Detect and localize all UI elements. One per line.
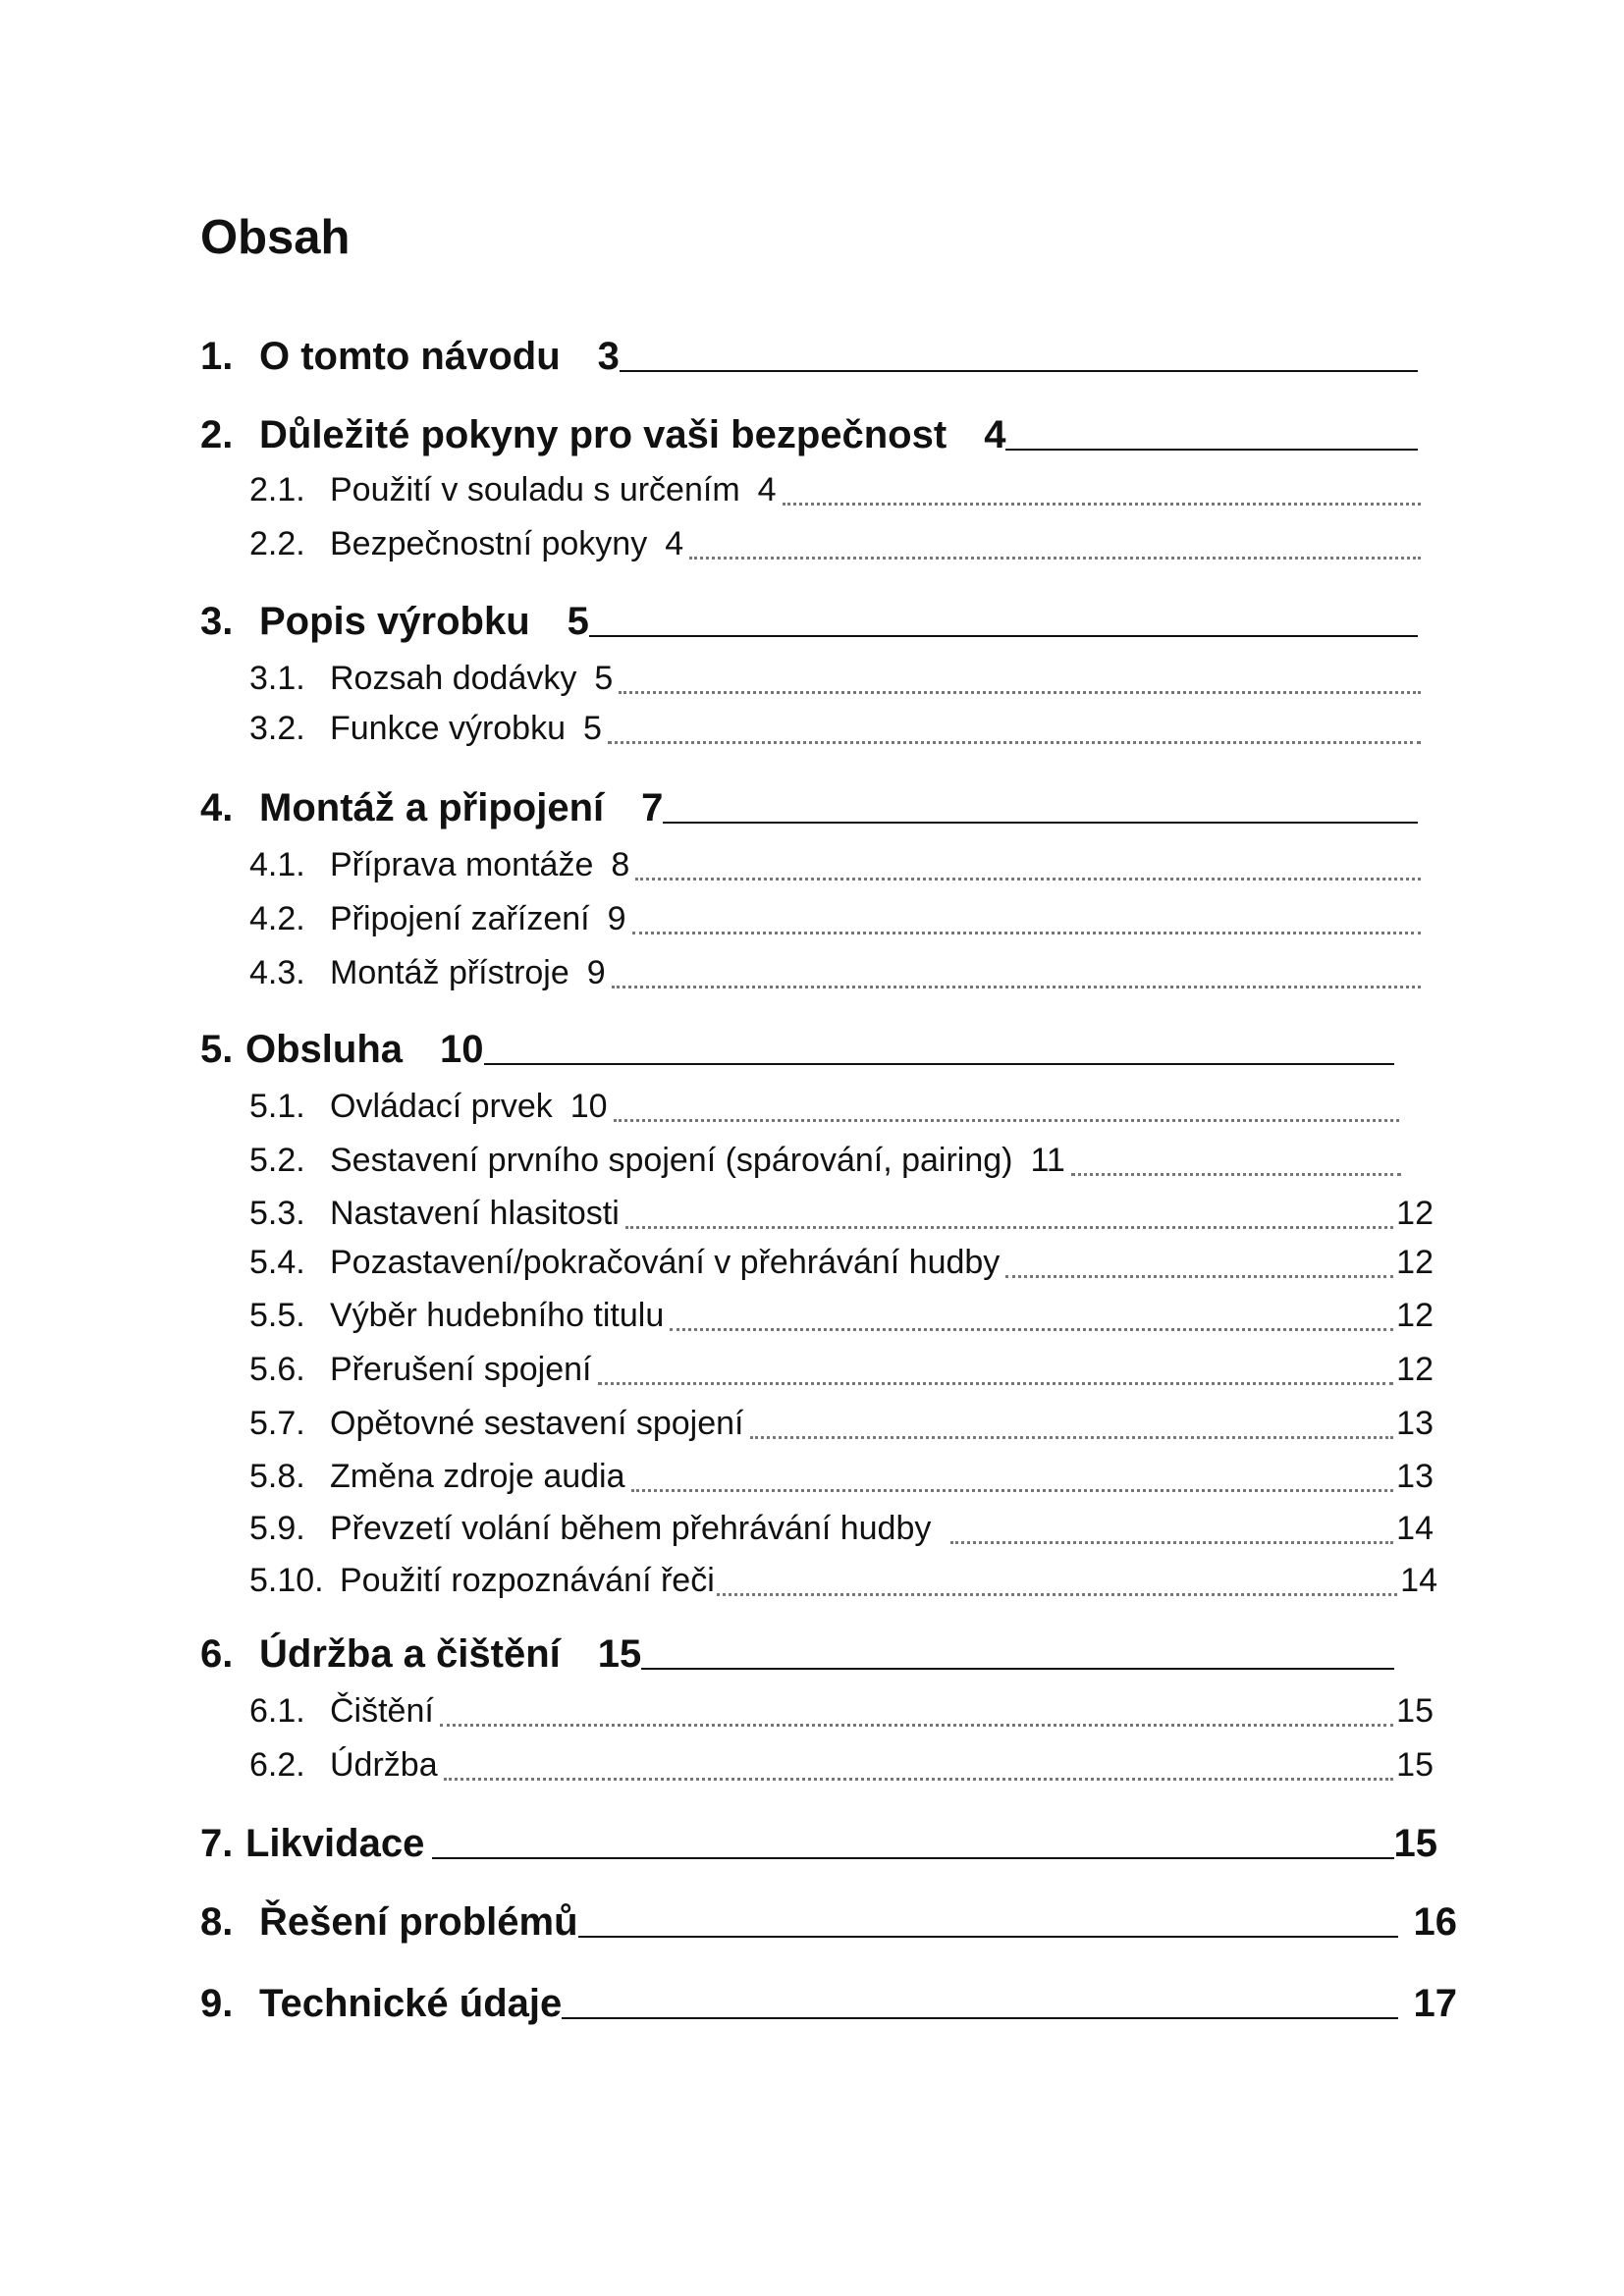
toc-entry-number: 3.2. (249, 710, 305, 747)
toc-entry-label: Funkce výrobku (330, 710, 566, 747)
toc-entry-label: Převzetí volání během přehrávání hudby (330, 1510, 932, 1547)
toc-entry-label: Popis výrobku (259, 600, 530, 643)
toc-entry-number: 5.7. (249, 1405, 305, 1442)
toc-entry-label: Údržba (330, 1746, 438, 1784)
toc-entry-number: 2.1. (249, 471, 305, 508)
toc-leader-dots (783, 503, 1421, 506)
toc-entry-number: 5. (200, 1028, 234, 1071)
toc-entry-number: 5.1. (249, 1088, 305, 1125)
toc-entry-label: Sestavení prvního spojení (spárování, pairing) (330, 1142, 1013, 1179)
toc-subentry[interactable] (249, 1455, 1434, 1498)
toc-leader-dots (631, 1489, 1394, 1492)
toc-entry-number: 5.4. (249, 1244, 305, 1281)
toc-entry-number: 6.1. (249, 1692, 305, 1730)
toc-leader-dots (950, 1541, 1393, 1544)
toc-entry-page: 9 (586, 954, 606, 991)
toc-entry-page: 15 (1396, 1692, 1434, 1730)
toc-entry-page: 8 (611, 846, 630, 883)
toc-entry-page: 3 (597, 335, 620, 378)
toc-leader-dots (1005, 1275, 1393, 1278)
toc-leader-dots (608, 741, 1421, 744)
toc-leader-line (641, 1668, 1394, 1670)
toc-subentry[interactable] (249, 897, 1424, 940)
toc-leader-dots (632, 932, 1421, 934)
toc-entry-page: 4 (757, 471, 777, 508)
toc-leader-line (562, 2017, 1397, 2019)
toc-subentry[interactable] (249, 1559, 1437, 1602)
toc-entry-number: 5.5. (249, 1297, 305, 1334)
toc-entry-label: Použití rozpoznávání řeči (340, 1562, 715, 1599)
toc-leader-line (578, 1936, 1398, 1938)
toc-leader-dots (625, 1226, 1393, 1229)
toc-subentry[interactable] (249, 1689, 1434, 1733)
toc-subentry[interactable] (249, 707, 1424, 750)
toc-subentry[interactable] (249, 1241, 1434, 1284)
toc-entry[interactable] (200, 597, 1418, 646)
toc-entry-label: Připojení zařízení (330, 900, 590, 937)
toc-entry-label: Obsluha (245, 1028, 404, 1071)
toc-leader-line (589, 635, 1418, 637)
toc-entry-label: Opětovné sestavení spojení (330, 1405, 744, 1442)
toc-entry[interactable] (200, 410, 1418, 459)
toc-entry-number: 4.1. (249, 846, 305, 883)
toc-entry-number: 5.9. (249, 1510, 305, 1547)
toc-entry-number: 3.1. (249, 660, 305, 697)
toc-entry-page: 13 (1396, 1458, 1434, 1495)
toc-entry-label: Nastavení hlasitosti (330, 1195, 620, 1232)
toc-entry-page: 14 (1400, 1562, 1437, 1599)
toc-leader-dots (1071, 1173, 1401, 1176)
toc-entry-page: 12 (1396, 1351, 1434, 1388)
toc-entry[interactable] (200, 1025, 1394, 1074)
toc-leader-dots (444, 1778, 1394, 1781)
toc-leader-dots (717, 1593, 1397, 1596)
toc-entry-label: Použití v souladu s určením (330, 471, 740, 508)
toc-entry-page: 12 (1396, 1195, 1434, 1232)
toc-entry-number: 2.2. (249, 525, 305, 562)
toc-leader-line (1005, 449, 1418, 451)
toc-entry-number: 5.10. (249, 1562, 324, 1599)
toc-entry-number: 5.3. (249, 1195, 305, 1232)
toc-entry-page: 7 (641, 786, 664, 829)
toc-leader-line (620, 370, 1418, 372)
toc-entry-page: 5 (594, 660, 614, 697)
toc-entry-page: 13 (1396, 1405, 1434, 1442)
toc-entry-number: 5.8. (249, 1458, 305, 1495)
toc-subentry[interactable] (249, 951, 1424, 994)
toc-entry-page: 15 (1396, 1746, 1434, 1784)
toc-entry-number: 4.2. (249, 900, 305, 937)
toc-entry-page: 4 (665, 525, 684, 562)
toc-entry-page: 12 (1396, 1244, 1434, 1281)
toc-entry-label: Řešení problémů (259, 1900, 578, 1944)
toc-entry-page: 10 (440, 1028, 484, 1071)
toc-entry-number: 3. (200, 600, 234, 643)
toc-entry-label: Čištění (330, 1692, 434, 1730)
toc-leader-line (663, 822, 1418, 824)
toc-entry-label: Ovládací prvek (330, 1088, 553, 1125)
toc-subentry[interactable] (249, 843, 1424, 886)
toc-entry-page: 15 (1393, 1822, 1437, 1865)
toc-entry-page: 5 (583, 710, 602, 747)
toc-subentry[interactable] (249, 1294, 1434, 1337)
toc-entry-page: 12 (1396, 1297, 1434, 1334)
toc-entry-label: Likvidace (245, 1822, 425, 1865)
toc-entry-label: Změna zdroje audia (330, 1458, 625, 1495)
toc-entry-label: Údržba a čištění (259, 1632, 561, 1676)
toc-entry-page: 14 (1396, 1510, 1434, 1547)
toc-leader-dots (689, 557, 1421, 560)
toc-leader-line (484, 1063, 1394, 1065)
page-title: Obsah (200, 211, 351, 264)
toc-entry-number: 4.3. (249, 954, 305, 991)
toc-entry-label: Příprava montáže (330, 846, 594, 883)
toc-entry[interactable] (200, 1629, 1394, 1679)
toc-entry[interactable] (200, 1819, 1437, 1868)
toc-entry-number: 1. (200, 335, 234, 378)
toc-leader-dots (440, 1724, 1393, 1727)
toc-subentry[interactable] (249, 1348, 1434, 1391)
toc-subentry[interactable] (249, 1402, 1434, 1445)
toc-entry-number: 6.2. (249, 1746, 305, 1784)
toc-leader-dots (750, 1436, 1394, 1439)
toc-entry[interactable] (200, 1979, 1457, 2028)
toc-entry-number: 9. (200, 1982, 234, 2025)
toc-entry-number: 5.2. (249, 1142, 305, 1179)
toc-entry-page: 9 (607, 900, 626, 937)
toc-subentry[interactable] (249, 657, 1424, 700)
toc-entry-page: 15 (597, 1632, 642, 1676)
toc-entry-label: Montáž a připojení (259, 786, 605, 829)
toc-subentry[interactable] (249, 468, 1424, 511)
toc-leader-dots (619, 691, 1421, 694)
toc-entry-number: 5.6. (249, 1351, 305, 1388)
toc-entry-number: 4. (200, 786, 234, 829)
toc-subentry[interactable] (249, 1743, 1434, 1787)
toc-entry-label: Bezpečnostní pokyny (330, 525, 648, 562)
toc-entry-page: 17 (1413, 1982, 1457, 2025)
toc-entry[interactable] (200, 332, 1418, 381)
toc-leader-dots (612, 986, 1421, 988)
toc-subentry[interactable] (249, 522, 1424, 565)
toc-subentry[interactable] (249, 1085, 1402, 1128)
toc-subentry[interactable] (249, 1507, 1434, 1550)
toc-entry-number: 8. (200, 1900, 234, 1944)
toc-entry-page: 16 (1413, 1900, 1457, 1944)
toc-entry-page: 10 (569, 1088, 608, 1125)
toc-entry-page: 11 (1030, 1142, 1065, 1179)
toc-subentry[interactable] (249, 1192, 1434, 1235)
toc-entry-label: Technické údaje (259, 1982, 563, 2025)
toc-entry-label: Výběr hudebního titulu (330, 1297, 665, 1334)
toc-entry-number: 2. (200, 413, 234, 456)
toc-subentry[interactable] (249, 1139, 1404, 1182)
toc-entry[interactable] (200, 783, 1418, 832)
toc-entry-label: Rozsah dodávky (330, 660, 577, 697)
toc-entry-page: 5 (567, 600, 589, 643)
toc-leader-line (432, 1857, 1393, 1859)
toc-entry-label: Pozastavení/pokračování v přehrávání hudby (330, 1244, 1001, 1281)
toc-entry-page: 4 (984, 413, 1006, 456)
toc-entry[interactable] (200, 1897, 1457, 1947)
toc-leader-dots (598, 1382, 1394, 1385)
toc-entry-label: Přerušení spojení (330, 1351, 592, 1388)
toc-leader-dots (635, 878, 1421, 881)
toc-entry-label: Důležité pokyny pro vaši bezpečnost (259, 413, 947, 456)
toc-entry-label: O tomto návodu (259, 335, 561, 378)
toc-entry-number: 6. (200, 1632, 234, 1676)
toc-entry-label: Montáž přístroje (330, 954, 569, 991)
toc-entry-number: 7. (200, 1822, 234, 1865)
toc-leader-dots (670, 1328, 1393, 1331)
toc-leader-dots (614, 1119, 1399, 1122)
